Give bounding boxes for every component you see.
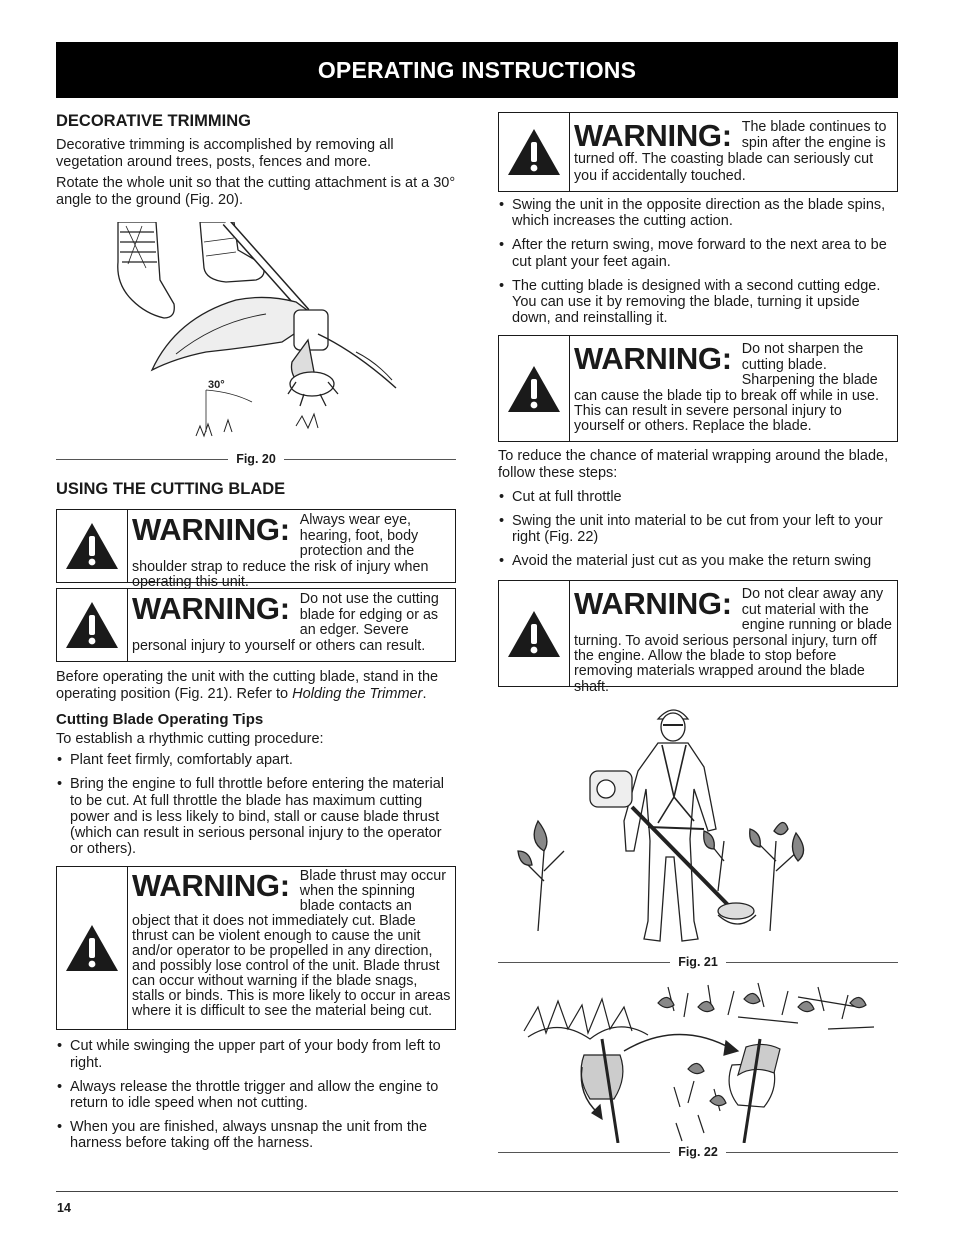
- warning-box-coasting: [498, 112, 898, 192]
- warning-text: Do not clear away any cut material with the engine running or blade turning. To avoid serious personal injury, turn off the engine. Allow the blade to stop before removing materials wrapped around the blade shaft.: [574, 586, 892, 695]
- warning-title: WARNING:: [574, 118, 732, 153]
- warning-triangle-icon: [57, 510, 128, 582]
- warning-title: WARNING:: [574, 586, 732, 622]
- warning-triangle-icon: [499, 113, 570, 191]
- trimmer-angle-illustration: [56, 222, 456, 446]
- warning-box-clear-material: [498, 580, 898, 695]
- holding-trimmer-reference: Holding the Trimmer: [292, 685, 423, 702]
- wrap-intro: To reduce the chance of material wrapping around the blade, follow these steps:: [498, 448, 889, 482]
- warning-triangle-icon: [499, 581, 570, 686]
- warning-text: The blade continues to spin after the engine is turned off. The coasting blade can seriously cut you if accidentally touched.: [574, 119, 887, 184]
- warning-box-edging: [56, 588, 456, 662]
- warning-title: WARNING:: [574, 341, 732, 377]
- list-item: • Cut at full throttle: [498, 489, 898, 505]
- list-item: • Avoid the material just cut as you make the return swing: [498, 553, 898, 569]
- operating-position-paragraph: Before operating the unit with the cutting blade, stand in the operating position (Fig. 21). Refer to Holding the Trimmer.: [56, 669, 439, 702]
- warning-text: Always wear eye, hearing, foot, body protection and the shoulder strap to reduce the risk of injury when operating this unit.: [132, 512, 429, 590]
- list-item: • When you are finished, always unsnap the unit from the harness before taking off the harness.: [56, 1119, 456, 1151]
- tips-intro: To establish a rhythmic cutting procedure:: [56, 730, 324, 747]
- tips-list: [56, 752, 456, 857]
- warning-box-sharpen: [498, 335, 898, 442]
- operator-illustration: [498, 701, 898, 955]
- tips-heading: Cutting Blade Operating Tips: [56, 710, 264, 728]
- list-item: • Swing the unit into material to be cut from your left to your right (Fig. 22): [498, 513, 898, 545]
- figure-21: [498, 701, 898, 971]
- warning-triangle-icon: [57, 867, 128, 1029]
- list-item: • The cutting blade is designed with a second cutting edge. You can use it by removing the blade, turning it upside down, and reinstalling it.: [498, 278, 898, 327]
- warning-box-protection: [56, 509, 456, 590]
- tips-list-2: [56, 1038, 456, 1151]
- figure-20-label: Fig. 20: [236, 452, 276, 467]
- figure-22: [498, 977, 898, 1163]
- warning-title: WARNING:: [132, 868, 290, 904]
- figure-20: [56, 222, 456, 466]
- angle-label: 30°: [208, 379, 225, 392]
- list-item: • Swing the unit in the opposite direction as the blade spins, which increases the cutting action.: [498, 197, 898, 229]
- figure-22-label: Fig. 22: [678, 1145, 718, 1160]
- right-column: [498, 112, 898, 1163]
- warning-text: Blade thrust may occur when the spinning blade contacts an object that it does not immediately cut. Blade thrust can be violent enough to cause the unit and/or operator to be propelled in any direction, and possibly lose control of the unit. Blade thrust can occur without warning if the blade snags, stalls or binds. This is more likely to occur in areas where it is difficult to see the material being cut.: [132, 868, 451, 1019]
- list-item: • Always release the throttle trigger and allow the engine to return to idle speed when not cutting.: [56, 1079, 456, 1111]
- warning-title: WARNING:: [132, 591, 290, 627]
- decorative-trimming-heading: DECORATIVE TRIMMING: [56, 112, 251, 130]
- list-item: • After the return swing, move forward to the next area to be cut plant your feet again.: [498, 237, 898, 269]
- decorative-paragraph-1: Decorative trimming is accomplished by removing all vegetation around trees, posts, fences and more.: [56, 137, 394, 170]
- wrap-list: [498, 489, 898, 570]
- list-item: • Plant feet firmly, comfortably apart.: [56, 752, 456, 768]
- section-banner: [56, 42, 898, 98]
- warning-text: Do not sharpen the cutting blade. Sharpening the blade can cause the blade tip to break off while in use. This can result in severe personal injury to yourself or others. Replace the blade.: [574, 341, 879, 435]
- swing-list: [498, 197, 898, 326]
- swing-direction-illustration: [498, 977, 898, 1143]
- warning-box-blade-thrust: [56, 866, 456, 1030]
- decorative-paragraph-2: Rotate the whole unit so that the cutting attachment is at a 30° angle to the ground (Fig. 20).: [56, 175, 456, 208]
- warning-triangle-icon: [57, 589, 128, 661]
- figure-22-caption: [498, 1145, 898, 1159]
- warning-title: WARNING:: [132, 512, 290, 548]
- list-item: • Bring the engine to full throttle before entering the material to be cut. At full throttle the blade has maximum cutting power and is less likely to bind, stall or cause blade thrust (which can result in serious personal injury to the operator or others).: [56, 776, 456, 857]
- figure-21-caption: [498, 955, 898, 969]
- left-column: [56, 112, 456, 1152]
- list-item: • Cut while swinging the upper part of your body from left to right.: [56, 1038, 456, 1070]
- page-number: 14: [57, 1201, 71, 1215]
- figure-21-label: Fig. 21: [678, 955, 718, 970]
- warning-text: Do not use the cutting blade for edging or as an edger. Severe personal injury to yourself or others can result.: [132, 591, 439, 654]
- page-title: OPERATING INSTRUCTIONS: [317, 56, 637, 83]
- figure-20-caption: [56, 452, 456, 466]
- footer-divider: [56, 1191, 898, 1192]
- using-blade-heading: USING THE CUTTING BLADE: [56, 480, 286, 499]
- warning-triangle-icon: [499, 336, 570, 441]
